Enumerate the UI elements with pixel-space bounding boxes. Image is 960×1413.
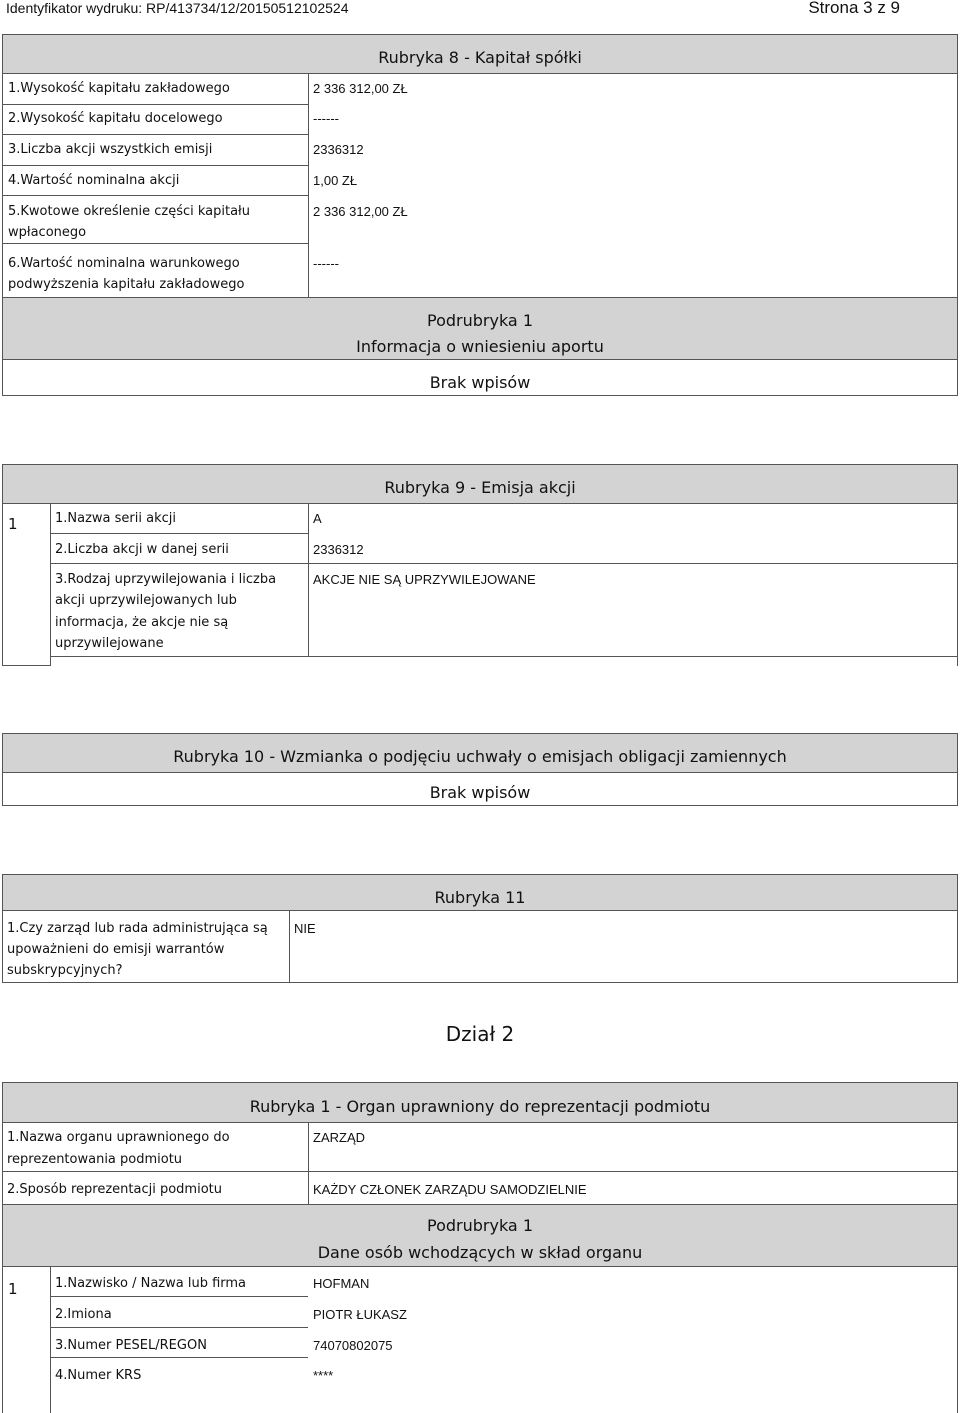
- organ-title: Rubryka 1 - Organ uprawniony do reprezentacji podmiotu: [249, 1097, 711, 1116]
- sposob-reprezentacji-value: KAŻDY CZŁONEK ZARZĄDU SAMODZIELNIE: [313, 1182, 587, 1197]
- document-id: Identyfikator wydruku: RP/413734/12/20150512102524: [6, 0, 349, 16]
- osoby-header: [2, 1204, 958, 1267]
- imiona-value: PIOTR ŁUKASZ: [313, 1307, 407, 1322]
- nazwa-serii-value: A: [313, 511, 322, 526]
- emisja-index: 1: [8, 515, 18, 533]
- liczba-akcji-serii-label: 2.Liczba akcji w danej serii: [55, 542, 229, 557]
- uprzywilejowanie-label-3: informacja, że akcje nie są: [55, 615, 229, 630]
- pesel-label: 3.Numer PESEL/REGON: [55, 1338, 207, 1353]
- rubryka10-header: [2, 733, 958, 773]
- rubryka8-header: [2, 34, 958, 74]
- osoba-index: 1: [8, 1280, 18, 1298]
- kapital-wplacony-value: 2 336 312,00 ZŁ: [313, 204, 408, 219]
- dzial2-title: Dział 2: [445, 1022, 515, 1046]
- warranty-value: NIE: [294, 921, 316, 936]
- nazwa-organu-label-1: 1.Nazwa organu uprawnionego do: [7, 1130, 230, 1145]
- rubryka10-title: Rubryka 10 - Wzmianka o podjęciu uchwały o emisjach obligacji zamiennych: [173, 747, 787, 766]
- page-number: Strona 3 z 9: [808, 0, 900, 17]
- liczba-akcji-label: 3.Liczba akcji wszystkich emisji: [8, 142, 213, 157]
- krs-label: 4.Numer KRS: [55, 1368, 142, 1383]
- sposob-reprezentacji-label: 2.Sposób reprezentacji podmiotu: [7, 1182, 222, 1197]
- podwyzszenie-label-1: 6.Wartość nominalna warunkowego: [8, 256, 240, 271]
- rubryka11-header: [2, 874, 958, 911]
- nazwa-serii-label: 1.Nazwa serii akcji: [55, 511, 176, 526]
- podwyzszenie-label-2: podwyższenia kapitału zakładowego: [8, 277, 245, 292]
- kapital-zakladowy-value: 2 336 312,00 ZŁ: [313, 81, 408, 96]
- liczba-akcji-value: 2336312: [313, 142, 364, 157]
- rubryka9-header: [2, 464, 958, 504]
- rubryka11-table: [2, 910, 958, 983]
- rubryka8-table: [2, 74, 958, 298]
- osoby-table: [2, 1266, 958, 1413]
- wartosc-nominalna-label: 4.Wartość nominalna akcji: [8, 173, 180, 188]
- rubryka9-table: [2, 503, 958, 666]
- podwyzszenie-value: ------: [313, 256, 339, 271]
- kapital-wplacony-label-2: wpłaconego: [8, 225, 87, 240]
- aport-subtitle: Informacja o wniesieniu aportu: [356, 337, 604, 356]
- aport-header: [2, 297, 958, 360]
- kapital-wplacony-label-1: 5.Kwotowe określenie części kapitału: [8, 204, 250, 219]
- rubryka10-empty-box: [2, 772, 958, 806]
- organ-table: [2, 1122, 958, 1205]
- wartosc-nominalna-value: 1,00 ZŁ: [313, 173, 358, 188]
- warranty-label-1: 1.Czy zarząd lub rada administrująca są: [7, 921, 268, 936]
- kapital-zakladowy-label: 1.Wysokość kapitału zakładowego: [8, 81, 230, 96]
- aport-empty-box: [2, 359, 958, 396]
- kapital-docelowy-value: ------: [313, 111, 339, 126]
- uprzywilejowanie-label-4: uprzywilejowane: [55, 636, 164, 651]
- osoby-title: Podrubryka 1: [427, 1216, 533, 1235]
- uprzywilejowanie-value: AKCJE NIE SĄ UPRZYWILEJOWANE: [313, 572, 536, 587]
- krs-value: ****: [313, 1368, 334, 1383]
- nazwa-organu-value: ZARZĄD: [313, 1130, 365, 1145]
- aport-title: Podrubryka 1: [427, 311, 533, 330]
- warranty-label-3: subskrypcyjnych?: [7, 963, 123, 978]
- uprzywilejowanie-label-1: 3.Rodzaj uprzywilejowania i liczba: [55, 572, 277, 587]
- nazwisko-value: HOFMAN: [313, 1276, 370, 1291]
- uprzywilejowanie-label-2: akcji uprzywilejowanych lub: [55, 593, 237, 608]
- nazwa-organu-label-2: reprezentowania podmiotu: [7, 1152, 183, 1167]
- pesel-value: 74070802075: [313, 1338, 393, 1353]
- kapital-docelowy-label: 2.Wysokość kapitału docelowego: [8, 111, 223, 126]
- warranty-label-2: upoważnieni do emisji warrantów: [7, 942, 225, 957]
- rubryka10-empty: Brak wpisów: [429, 783, 531, 802]
- organ-header: [2, 1082, 958, 1123]
- osoby-subtitle: Dane osób wchodzących w skład organu: [317, 1243, 643, 1262]
- liczba-akcji-serii-value: 2336312: [313, 542, 364, 557]
- rubryka8-title: Rubryka 8 - Kapitał spółki: [378, 48, 582, 67]
- rubryka11-title: Rubryka 11: [434, 888, 526, 907]
- nazwisko-label: 1.Nazwisko / Nazwa lub firma: [55, 1276, 247, 1291]
- imiona-label: 2.Imiona: [55, 1307, 112, 1322]
- rubryka9-title: Rubryka 9 - Emisja akcji: [384, 478, 576, 497]
- aport-empty: Brak wpisów: [429, 373, 531, 392]
